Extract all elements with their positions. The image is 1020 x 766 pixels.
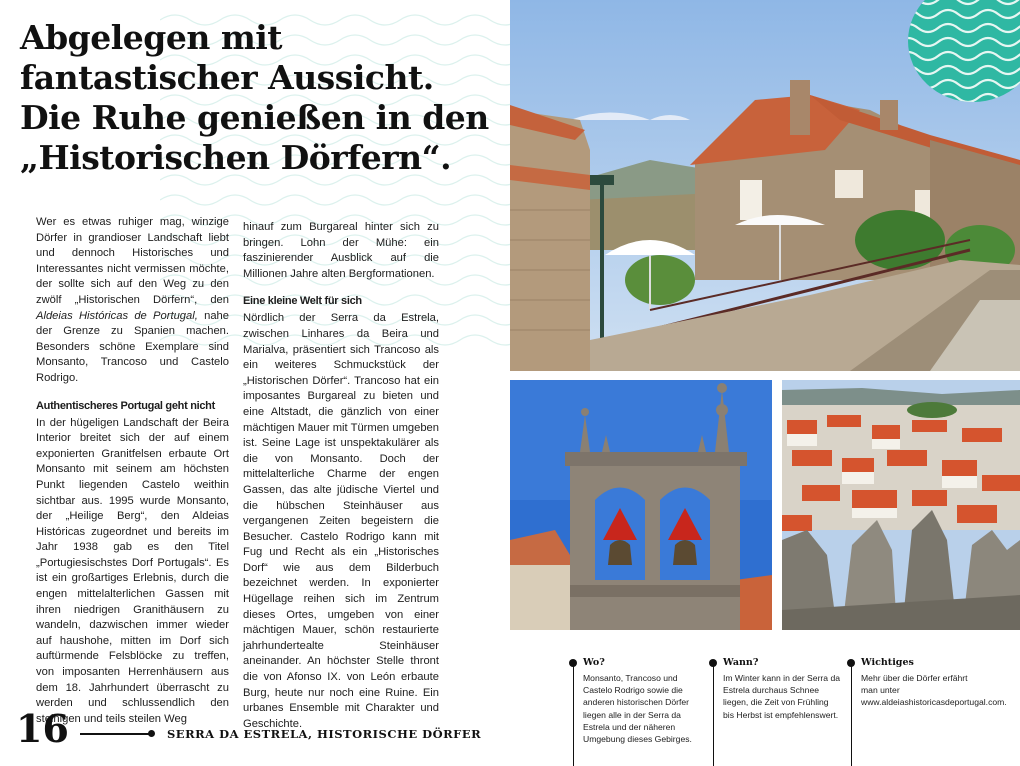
bell-tower-photo [510, 380, 772, 630]
headline-line-3: Die Ruhe genießen in den [20, 98, 489, 137]
info-text: Im Winter kann in der Serra da Estrela durchaus Schnee liegen, die Zeit von Frühling bis Herbst ist empfehlenswert. [723, 673, 841, 720]
info-box-when [713, 656, 841, 721]
body-paragraph-1: In der hügeligen Landschaft der Beira Interior breitet sich der auf einem exponierten Granitfelsen erbaute Ort Monsanto mit seinem am höchsten Punkt liegenden Castelo weithin sichtbar aus. 1995 wurde Monsanto, der „Heilige Berg“, den Aldeias Históricas zugeordnet und bereits im Jahr 1938 gab es den Titel „Portugiesischstes Dorf Portugals“. Es ist ein großartiges Erlebnis, durch die engen mittelalterlichen Gassen mit ihren niedrigen Granithäusern zu wandeln, dazwischen immer wieder auf haushohe, mitten im Dorf sich auftürmende Felsblöcke zu treffen, von imposanten Herrenhäusern aus dem 18. Jahrhundert überrascht zu werden und schlussendlich den steinigen und teils steilen Weg [36, 416, 229, 725]
info-line [713, 664, 714, 766]
article-headline [20, 18, 500, 178]
headline-line-2: fantastischer Aussicht. [20, 58, 434, 97]
page-number: 16 [16, 706, 69, 751]
intro-paragraph [36, 215, 229, 387]
section-label: SERRA DA ESTRELA, HISTORISCHE DÖRFER [167, 727, 482, 741]
info-text: Monsanto, Trancoso und Castelo Rodrigo sowie die anderen historischen Dörfer liegen alle in der Serra da Estrela und der näheren Umgebung dieses Gebirges. [583, 673, 692, 745]
text-column-2 [243, 220, 439, 744]
info-title: Wichtiges [861, 657, 914, 668]
info-line [851, 664, 852, 766]
info-text: Mehr über die Dörfer erfährt man unter www.aldeiashistoricasdeportugal.com. [861, 673, 1007, 708]
continuation-paragraph: hinauf zum Burgareal hinter sich zu bringen. Lohn der Mühe: ein faszinierender Ausblick auf die Millionen Jahre alten Bergformationen. [243, 221, 439, 280]
info-box-important [851, 656, 1007, 709]
info-title: Wann? [723, 657, 759, 668]
info-title: Wo? [583, 657, 605, 668]
section-heading-1: Authentischeres Portugal geht nicht [36, 399, 215, 412]
footer-rule [80, 733, 150, 735]
info-box-where [573, 656, 701, 745]
intro-text-1: Wer es etwas ruhiger mag, winzige Dörfer in grandioser Landschaft liebt und dennoch Historisches und Interessantes nicht vermissen möchte, der sollte sich auf den Weg zu den zwölf „Historischen Dörfern“, den [36, 216, 229, 306]
section-heading-2: Eine kleine Welt für sich [243, 295, 362, 308]
village-rooftops-photo [782, 380, 1020, 630]
info-line [573, 664, 574, 766]
footer-dot [148, 730, 155, 737]
body-paragraph-2: Nördlich der Serra da Estrela, zwischen Linhares da Beira und Marialva, präsentiert sich Trancoso als ein weiteres Schmuckstück der „Historischen Dörfer“. Trancoso hat ein imposantes Burgareal zu bieten und eine Altstadt, die gänzlich von einer mächtigen Mauer mit Türmen umgeben ist. Seine Lage ist unspektakulärer als die von Monsanto. Doch der mittelalterliche Charme der engen Gassen, das alte jüdische Viertel und die hübschen Steinhäuser aus vergangenen Zeiten begeistern die Besucher. Castelo Rodrigo kann mit Fug und Recht als ein „Historisches Dorf“ wie aus dem Bilderbuch bezeichnet werden. In exponierter Hügellage reihen sich im Zentrum dieses Ortes, umgeben von einer mächtigen Mauer, schön restaurierte jahrhundertealte Steinhäuser aneinander. An höchster Stelle thront die von Afonso IX. von León erbaute Burg, heute nur noch eine Ruine. Ein urbanes Ensemble mit Charakter und Geschichte. [243, 312, 439, 730]
text-column-1 [36, 215, 229, 739]
headline-line-1: Abgelegen mit [20, 18, 283, 57]
intro-text-2: nahe der Grenze zu Spanien machen. Besonders schöne Exemplare sind Monsanto, Trancoso und Castelo Rodrigo. [36, 309, 229, 384]
intro-italic: Aldeias Históricas de Portugal, [36, 309, 198, 322]
headline-line-4: „Historischen Dörfern“. [20, 138, 452, 177]
